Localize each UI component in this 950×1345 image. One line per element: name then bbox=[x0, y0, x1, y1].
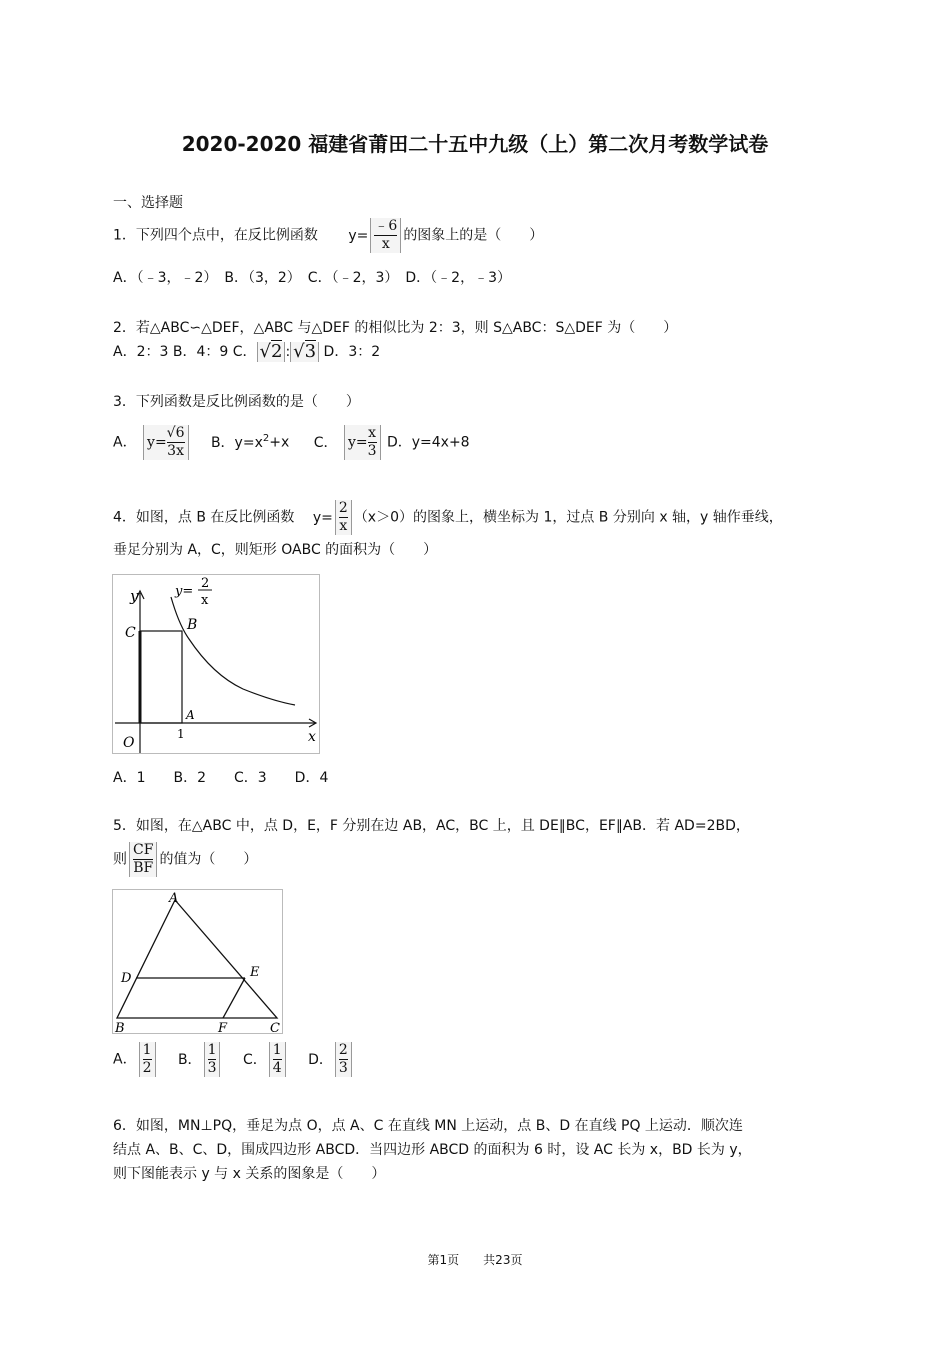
q4-func-label: y= bbox=[175, 584, 194, 599]
q5-opt-b: B． bbox=[177, 1051, 202, 1068]
question-6-line1: 6．如图，MN⊥PQ，垂足为点 O，点 A、C 在直线 MN 上运动，点 B、D 在直线 PQ 上运动．顺次连 bbox=[113, 1118, 743, 1134]
q4-func-den: x bbox=[201, 593, 209, 608]
q5-figure bbox=[112, 889, 283, 1034]
q1-prefix: 1．下列四个点中，在反比例函数 bbox=[113, 227, 318, 244]
q5-label-c: C bbox=[270, 1021, 280, 1033]
page-title: 2020-2020 福建省莆田二十五中九级（上）第二次月考数学试卷 bbox=[181, 132, 769, 156]
q5-frac-d bbox=[335, 1042, 352, 1077]
question-6-line2: 结点 A、B、C、D，围成四边形 ABCD．当四边形 ABCD 的面积为 6 时，设 AC 长为 x，BD 长为 y， bbox=[113, 1142, 752, 1158]
q4-figure bbox=[112, 574, 320, 754]
question-3: 3．下列函数是反比例函数的是（ ） bbox=[113, 394, 360, 410]
q2-sqrt3: √3 bbox=[290, 342, 319, 362]
q5-fb-num: 1 bbox=[207, 1042, 217, 1058]
q4-graph bbox=[113, 575, 319, 753]
question-5: 5．如图，在△ABC 中，点 D，E，F 分别在边 AB，AC，BC 上，且 DE∥BC，EF∥AB．若 AD=2BD， bbox=[113, 818, 750, 834]
q5-fa-num: 1 bbox=[142, 1042, 152, 1058]
q5-segment-ef bbox=[223, 978, 245, 1018]
q5-fd-den: 3 bbox=[338, 1060, 348, 1076]
q1-fraction bbox=[370, 218, 401, 253]
q5-post: 的值为（ ） bbox=[159, 851, 258, 868]
q4-label-x: x bbox=[308, 729, 316, 745]
q5-options bbox=[113, 1042, 354, 1077]
q4-func-num: 2 bbox=[201, 576, 210, 591]
q4-den: x bbox=[339, 518, 348, 534]
question-2: 2．若△ABC∽△DEF，△ABC 与△DEF 的相似比为 2：3，则 S△ABC：S△DEF 为（ ） bbox=[113, 320, 678, 336]
q5-den: BF bbox=[133, 860, 154, 876]
question-6-line3: 则下图能表示 y 与 x 关系的图象是（ ） bbox=[113, 1166, 386, 1182]
q4-rectangle bbox=[140, 631, 182, 723]
q4-label-c: C bbox=[125, 625, 136, 641]
q4-line2: 垂足分别为 A，C，则矩形 OABC 的面积为（ ） bbox=[113, 542, 438, 558]
q2-rad1: 2 bbox=[270, 341, 283, 362]
q5-num: CF bbox=[133, 842, 154, 858]
q5-label-b: B bbox=[115, 1021, 125, 1033]
q3-b-tail: +x bbox=[269, 434, 290, 451]
q3-a-label: A． bbox=[113, 434, 137, 451]
q3-c-den: 3 bbox=[367, 443, 377, 459]
q5-fa-den: 2 bbox=[142, 1060, 152, 1076]
q5-frac-b bbox=[204, 1042, 221, 1077]
q1-den: x bbox=[381, 236, 390, 252]
q5-frac-c bbox=[269, 1042, 286, 1077]
q4-fraction bbox=[335, 500, 352, 535]
q5-fc-num: 1 bbox=[272, 1042, 282, 1058]
q4-label-1: 1 bbox=[177, 727, 185, 741]
q1-num: ﹣6 bbox=[374, 218, 398, 234]
q2-option-d: D．3：2 bbox=[323, 344, 381, 360]
q3-c-eq bbox=[344, 425, 381, 460]
q5-label-e: E bbox=[250, 965, 260, 980]
q4-suffix: （x＞0）的图象上，横坐标为 1，过点 B 分别向 x 轴，y 轴作垂线， bbox=[353, 509, 783, 526]
q5-frac-a bbox=[139, 1042, 156, 1077]
q3-c-num: x bbox=[368, 425, 376, 441]
q3-a-frac bbox=[167, 425, 185, 460]
q5-triangle-figure bbox=[113, 890, 282, 1033]
q3-c-label: C． bbox=[313, 434, 338, 451]
q5-fc-den: 4 bbox=[272, 1060, 282, 1076]
section-heading: 一、选择题 bbox=[113, 195, 183, 211]
q2-colon: : bbox=[285, 344, 291, 360]
q1-options: A．（﹣3，﹣2） B．（3，2） C．（﹣2，3） D．（﹣2，﹣3） bbox=[113, 270, 511, 286]
q5-opt-d: D． bbox=[308, 1051, 333, 1068]
q4-label-y: y bbox=[130, 587, 139, 605]
question-4 bbox=[113, 500, 783, 535]
q4-label-a: A bbox=[186, 708, 195, 722]
question-1 bbox=[113, 218, 543, 253]
q3-a-num: √6 bbox=[166, 425, 185, 441]
q4-options: A．1 B．2 C．3 D．4 bbox=[113, 770, 329, 786]
q1-suffix: 的图象上的是（ ） bbox=[403, 227, 544, 244]
q2-sqrt2: √2 bbox=[257, 342, 286, 362]
q5-triangle bbox=[117, 900, 277, 1018]
q3-a-eq bbox=[143, 425, 188, 460]
q5-fb-den: 3 bbox=[207, 1060, 217, 1076]
q2-options bbox=[113, 342, 380, 362]
page-footer: 第1页 共23页 bbox=[427, 1253, 523, 1267]
q3-b-sup: 2 bbox=[262, 432, 270, 444]
q3-options bbox=[113, 425, 470, 460]
q4-prefix: 4．如图，点 B 在反比例函数 bbox=[113, 509, 295, 526]
q3-a-den: 3x bbox=[167, 443, 184, 459]
q4-curve bbox=[171, 597, 295, 705]
q5-label-d: D bbox=[121, 971, 132, 986]
q4-label-o: O bbox=[123, 735, 135, 751]
q2-rad2: 3 bbox=[304, 341, 317, 362]
q5-label-f: F bbox=[218, 1021, 228, 1033]
q3-c-frac bbox=[368, 425, 377, 460]
q5-opt-a: A． bbox=[113, 1051, 137, 1068]
q4-label-b: B bbox=[187, 617, 198, 633]
q5-opt-c: C． bbox=[242, 1051, 267, 1068]
q1-y: y= bbox=[348, 227, 369, 244]
q5-line2 bbox=[113, 842, 257, 877]
q4-num: 2 bbox=[338, 500, 348, 516]
q2-options-ab: A．2：3 B．4：9 C． bbox=[113, 344, 257, 360]
q3-c-y: y= bbox=[347, 434, 368, 451]
q5-pre: 则 bbox=[113, 851, 127, 868]
q5-fraction bbox=[129, 842, 157, 877]
q3-b: B．y=x bbox=[210, 434, 263, 451]
q5-label-a: A bbox=[169, 891, 179, 906]
q3-a-y: y= bbox=[147, 434, 167, 451]
q5-fd-num: 2 bbox=[338, 1042, 348, 1058]
q3-d: D．y=4x+8 bbox=[386, 434, 470, 451]
q4-y: y= bbox=[312, 509, 333, 526]
